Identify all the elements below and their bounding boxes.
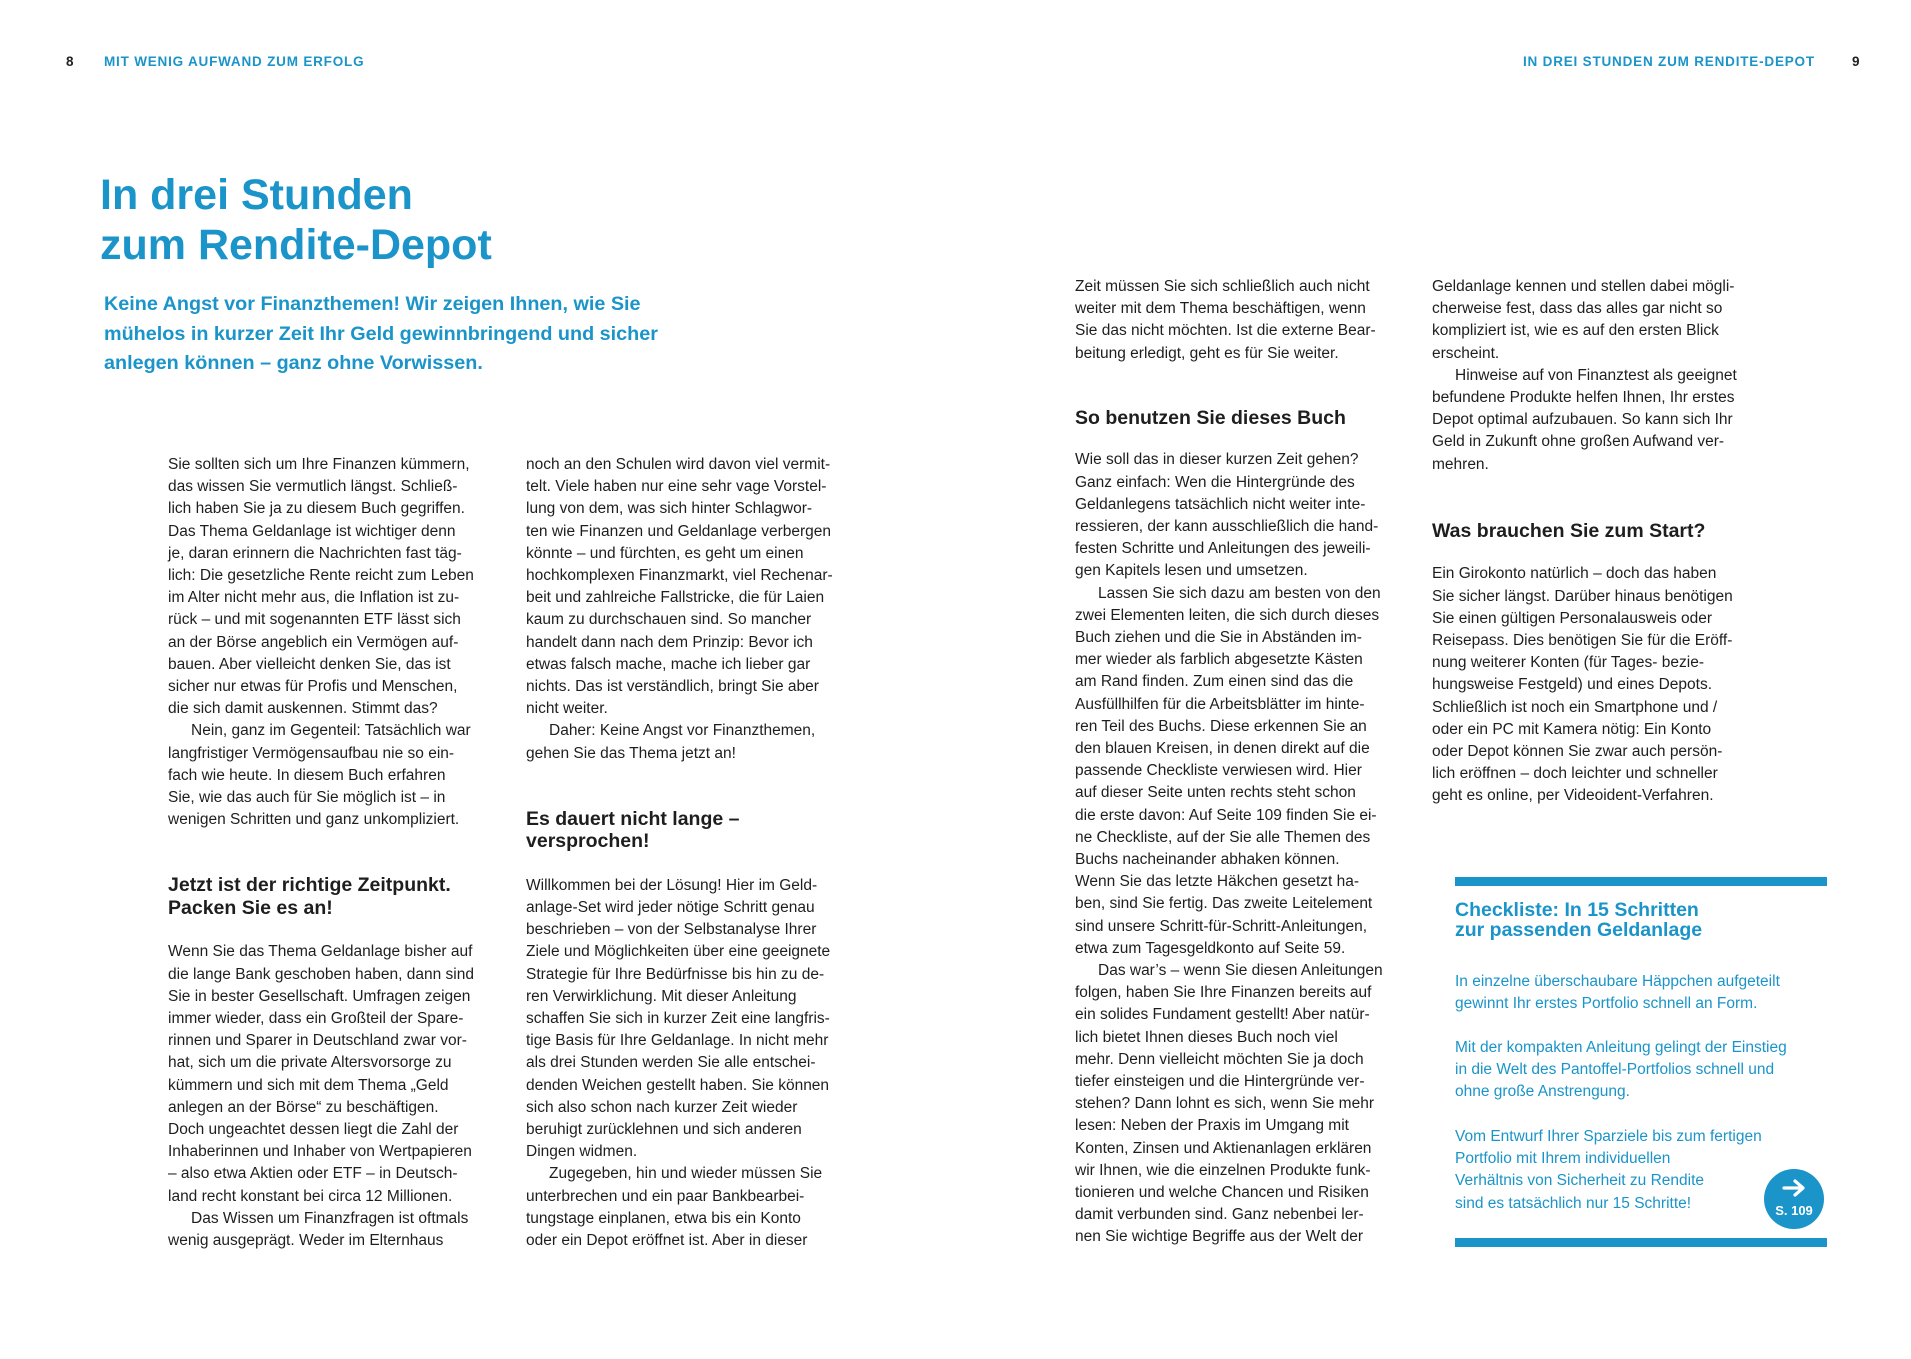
text-line: kompliziert ist, wie es auf den ersten Blick: [1432, 322, 1719, 340]
text-line: das wissen Sie vermutlich längst. Schließ-: [168, 478, 458, 496]
text-line: ne Checkliste, auf der Sie alle Themen des: [1075, 828, 1371, 846]
text-line: erscheint.: [1432, 344, 1500, 362]
text-line: fach wie heute. In diesem Buch erfahren: [168, 766, 446, 784]
text-line: Buchs nacheinander abhaken können.: [1075, 850, 1340, 868]
text-line: So benutzen Sie dieses Buch: [1075, 406, 1346, 429]
text-line: tige Basis für Ihre Geldanlage. In nicht mehr: [526, 1032, 829, 1050]
page-reference-label: S. 109: [1775, 1203, 1813, 1218]
text-line: Lassen Sie sich dazu am besten von den: [1098, 584, 1381, 602]
text-line: folgen, haben Sie Ihre Finanzen bereits auf: [1075, 984, 1372, 1002]
text-line: Das war’s – wenn Sie diesen Anleitungen: [1098, 961, 1383, 979]
text-line: Jetzt ist der richtige Zeitpunkt.: [168, 874, 451, 897]
section-heading: [526, 808, 862, 853]
text-line: nicht weiter.: [526, 700, 608, 718]
page-number-left: 8: [66, 54, 75, 69]
chapter-title: [100, 170, 492, 270]
section-heading: [1432, 520, 1768, 543]
text-line: wenig ausgeprägt. Weder im Elternhaus: [168, 1232, 444, 1250]
text-line: Depot optimal aufzubauen. So kann sich Ihr: [1432, 411, 1733, 429]
text-line: sind unsere Schritt-für-Schritt-Anleitungen,: [1075, 917, 1368, 935]
text-line: am Rand finden. Zum einen sind das die: [1075, 673, 1354, 691]
text-line: weiter mit dem Thema beschäftigen, wenn: [1075, 300, 1366, 318]
text-line: etwa zum Tagesgeldkonto auf Seite 59.: [1075, 939, 1346, 957]
text-line: Sie in bester Gesellschaft. Umfragen zeigen: [168, 987, 471, 1005]
text-line: lich bietet Ihnen dieses Buch noch viel: [1075, 1028, 1338, 1046]
text-line: oder Depot können Sie zwar auch persön-: [1432, 742, 1723, 760]
text-line: Das Thema Geldanlage ist wichtiger denn: [168, 522, 456, 540]
chapter-intro: [104, 290, 724, 379]
text-line: Geldanlegens tatsächlich nicht weiter inte-: [1075, 495, 1366, 513]
text-line: langfristiger Vermögensaufbau nie so ein-: [168, 744, 455, 762]
text-line: schaffen Sie sich in kurzer Zeit eine langfris-: [526, 1010, 830, 1028]
text-line: Es dauert nicht lange –: [526, 807, 740, 830]
text-line: ren Verwirklichung. Mit dieser Anleitung: [526, 987, 797, 1005]
paragraph: [168, 1208, 504, 1252]
section-heading: [168, 874, 504, 919]
text-line: sicher nur etwas für Profis und Menschen,: [168, 678, 458, 696]
paragraph: [1075, 449, 1411, 582]
text-line: oder ein PC mit Kamera nötig: Ein Konto: [1432, 720, 1712, 738]
text-line: beitung erledigt, geht es für Sie weiter.: [1075, 344, 1339, 362]
text-line: Ausfüllhilfen für die Arbeitsblätter im hinte-: [1075, 695, 1365, 713]
text-line: kümmern und sich mit dem Thema „Geld: [168, 1076, 449, 1094]
chapter-title-line: In drei Stunden: [100, 171, 413, 219]
text-line: die erste davon: Auf Seite 109 finden Sie ei-: [1075, 806, 1377, 824]
text-line: hat, sich um die private Altersvorsorge zu: [168, 1054, 452, 1072]
text-line: sind es tatsächlich nur 15 Schritte!: [1455, 1194, 1692, 1212]
text-line: denden Weichen gestellt haben. Sie können: [526, 1076, 830, 1094]
text-line: Ziele und Möglichkeiten über eine geeignete: [526, 943, 831, 961]
text-line: die sich damit auskennen. Stimmt das?: [168, 700, 438, 718]
text-line: oder ein Depot eröffnet ist. Aber in dieser: [526, 1232, 808, 1250]
paragraph: [1075, 583, 1411, 960]
checklist-title: [1455, 900, 1702, 940]
text-line: gehen Sie das Thema jetzt an!: [526, 744, 736, 762]
text-line: hochkomplexen Finanzmarkt, viel Rechenar-: [526, 567, 833, 585]
text-line: Strategie für Ihre Bedürfnisse bis hin zu de-: [526, 965, 825, 983]
text-line: den blauen Kreisen, in denen direkt auf die: [1075, 739, 1370, 757]
text-line: Sie sollten sich um Ihre Finanzen kümmern,: [168, 456, 470, 473]
paragraph: [168, 720, 504, 831]
text-line: zwei Elementen leiten, die sich durch dieses: [1075, 606, 1380, 624]
text-line: gewinnt Ihr erstes Portfolio schnell an Form.: [1455, 995, 1758, 1013]
text-line: noch an den Schulen wird davon viel vermit-: [526, 456, 831, 473]
text-line: Wenn Sie das letzte Häkchen gesetzt ha-: [1075, 873, 1360, 891]
text-line: Willkommen bei der Lösung! Hier im Geld-: [526, 876, 818, 894]
text-line: mühelos in kurzer Zeit Ihr Geld gewinnbringend und sicher: [104, 322, 658, 345]
text-column-3: [1075, 276, 1411, 1249]
text-line: Portfolio mit Ihrem individuellen: [1455, 1150, 1671, 1168]
text-line: ein solides Fundament gestellt! Aber natür-: [1075, 1006, 1370, 1024]
text-line: wir Ihnen, wie die einzelnen Produkte funk-: [1075, 1161, 1371, 1179]
text-line: als drei Stunden werden Sie alle entschei-: [526, 1054, 816, 1072]
text-line: mer wieder als farblich abgesetzte Kästen: [1075, 651, 1363, 669]
text-line: auf dieser Seite unten rechts steht schon: [1075, 784, 1356, 802]
text-line: Doch ungeachtet dessen liegt die Zahl der: [168, 1121, 459, 1139]
text-line: Das Wissen um Finanzfragen ist oftmals: [191, 1209, 469, 1227]
text-line: wenigen Schritten und ganz unkompliziert.: [168, 811, 460, 829]
running-head-left: MIT WENIG AUFWAND ZUM ERFOLG: [104, 54, 365, 69]
checklist-box: [1455, 877, 1827, 1247]
text-line: Inhaberinnen und Inhaber von Wertpapieren: [168, 1143, 472, 1161]
text-line: Konten, Zinsen und Aktienanlagen erklären: [1075, 1139, 1372, 1157]
text-line: ten wie Finanzen und Geldanlage verbergen: [526, 522, 832, 540]
text-line: Buch ziehen und die Sie in Abständen im-: [1075, 628, 1362, 646]
text-line: Wie soll das in dieser kurzen Zeit gehen?: [1075, 451, 1359, 469]
paragraph: [1075, 276, 1411, 365]
text-line: anlegen können – ganz ohne Vorwissen.: [104, 352, 483, 374]
text-column-1: [168, 454, 504, 1252]
text-line: versprochen!: [526, 830, 650, 853]
paragraph: [1432, 276, 1768, 365]
checklist-paragraph: [1455, 1037, 1827, 1104]
text-line: bauen. Aber vielleicht denken Sie, das ist: [168, 655, 451, 673]
text-line: Was brauchen Sie zum Start?: [1432, 519, 1706, 542]
text-line: Sie einen gültigen Personalausweis oder: [1432, 609, 1713, 627]
chapter-title-line: zum Rendite-Depot: [100, 221, 492, 269]
text-line: Dingen widmen.: [526, 1143, 638, 1161]
text-line: Sie das nicht möchten. Ist die externe Bear-: [1075, 322, 1376, 340]
text-line: festen Schritte und Anleitungen des jeweili-: [1075, 540, 1371, 558]
text-line: tiefer einsteigen und die Hintergründe ver-: [1075, 1073, 1365, 1090]
text-line: stehen? Dann lohnt es sich, wenn Sie mehr: [1075, 1095, 1374, 1113]
text-line: nichts. Das ist verständlich, bringt Sie aber: [526, 678, 819, 696]
page-reference-badge[interactable]: [1764, 1169, 1824, 1229]
paragraph: [168, 941, 504, 1207]
text-line: Ein Girokonto natürlich – doch das haben: [1432, 565, 1717, 583]
text-line: anlage-Set wird jeder nötige Schritt genau: [526, 899, 815, 917]
checklist-title-line: Checkliste: In 15 Schritten: [1455, 899, 1699, 921]
text-line: telt. Viele haben nur eine sehr vage Vorstel-: [526, 478, 827, 496]
text-line: lich eröffnen – doch leichter und schneller: [1432, 765, 1718, 783]
text-line: damit verbunden sind. Ganz nebenbei ler-: [1075, 1206, 1364, 1224]
text-line: beschrieben – von der Selbstanalyse Ihrer: [526, 921, 817, 939]
text-column-4: [1432, 276, 1768, 808]
text-line: Packen Sie es an!: [168, 896, 333, 919]
text-line: lesen: Neben der Praxis im Umgang mit: [1075, 1117, 1349, 1135]
text-line: gen Kapitels lesen und umsetzen.: [1075, 562, 1308, 580]
text-line: Keine Angst vor Finanzthemen! Wir zeigen Ihnen, wie Sie: [104, 293, 641, 315]
paragraph: [526, 454, 862, 720]
text-line: passende Checkliste verwiesen wird. Hier: [1075, 762, 1362, 780]
text-line: Zugegeben, hin und wieder müssen Sie: [549, 1165, 823, 1183]
text-line: beruhigt zurücklehnen und sich anderen: [526, 1121, 802, 1139]
text-line: cherweise fest, dass das alles gar nicht so: [1432, 300, 1723, 318]
checklist-title-line: zur passenden Geldanlage: [1455, 919, 1703, 941]
text-column-2: [526, 454, 862, 1252]
text-line: Ganz einfach: Wen die Hintergründe des: [1075, 473, 1355, 491]
text-line: Sie, wie das auch für Sie möglich ist – in: [168, 789, 446, 807]
text-line: mehren.: [1432, 455, 1489, 473]
text-line: je, daran erinnern die Nachrichten fast täg-: [168, 544, 462, 562]
text-line: Verhältnis von Sicherheit zu Rendite: [1455, 1172, 1705, 1190]
text-line: land recht konstant bei circa 12 Millionen.: [168, 1187, 453, 1205]
text-line: hungsweise Festgeld) und eines Depots.: [1432, 676, 1713, 694]
text-line: kaum zu durchschauen sind. So mancher: [526, 611, 812, 629]
text-line: tionieren und welche Chancen und Risiken: [1075, 1184, 1369, 1202]
text-line: ren Teil des Buchs. Diese erkennen Sie an: [1075, 717, 1367, 735]
text-line: ben, sind Sie fertig. Das zweite Leitelement: [1075, 895, 1373, 913]
paragraph: [526, 875, 862, 1164]
text-line: in die Welt des Pantoffel-Portfolios schnell und: [1455, 1061, 1775, 1079]
text-line: etwas falsch mache, mache ich lieber gar: [526, 655, 811, 673]
text-line: beit und zahlreiche Fallstricke, die für Laien: [526, 589, 825, 607]
text-line: mehr. Denn vielleicht möchten Sie ja doch: [1075, 1050, 1364, 1068]
text-line: Geld in Zukunft ohne großen Aufwand ver-: [1432, 433, 1725, 451]
text-line: Vom Entwurf Ihrer Sparziele bis zum fertigen: [1455, 1128, 1762, 1145]
text-line: lich haben Sie ja zu diesem Buch gegriffen.: [168, 500, 465, 518]
text-line: unterbrechen und ein paar Bankbearbei-: [526, 1187, 805, 1205]
text-line: befundene Produkte helfen Ihnen, Ihr erstes: [1432, 389, 1735, 407]
text-line: rinnen und Sparer in Deutschland zwar vor-: [168, 1032, 467, 1050]
paragraph: [1075, 960, 1411, 1249]
running-head-right: IN DREI STUNDEN ZUM RENDITE-DEPOT: [1523, 54, 1815, 69]
text-line: ohne große Anstrengung.: [1455, 1083, 1630, 1101]
text-line: Wenn Sie das Thema Geldanlage bisher auf: [168, 943, 473, 961]
text-line: Reisepass. Dies benötigen Sie für die Eröff-: [1432, 631, 1733, 649]
text-line: lung von dem, was sich hinter Schlagwor-: [526, 500, 813, 518]
checklist-paragraph: [1455, 971, 1827, 1015]
text-line: ressieren, der kann ausschließlich die hand-: [1075, 517, 1379, 535]
text-line: handelt dann nach dem Prinzip: Bevor ich: [526, 633, 813, 651]
arrow-right-icon: [1782, 1179, 1806, 1197]
paragraph: [168, 454, 504, 720]
section-heading: [1075, 407, 1411, 430]
text-line: anlegen an der Börse“ zu beschäftigen.: [168, 1098, 439, 1116]
paragraph: [1432, 365, 1768, 476]
text-line: im Alter nicht mehr aus, die Inflation ist zu-: [168, 589, 460, 607]
text-line: – also etwa Aktien oder ETF – in Deutsch-: [168, 1165, 458, 1183]
text-line: tungstage einplanen, etwa bis ein Konto: [526, 1209, 801, 1227]
text-line: immer wieder, dass ein Großteil der Spare-: [168, 1010, 464, 1028]
text-line: Nein, ganz im Gegenteil: Tatsächlich war: [191, 722, 471, 740]
text-line: Daher: Keine Angst vor Finanzthemen,: [549, 722, 816, 740]
text-line: Mit der kompakten Anleitung gelingt der Einstieg: [1455, 1039, 1787, 1056]
text-line: lich: Die gesetzliche Rente reicht zum Leben: [168, 567, 474, 585]
text-line: rück – und mit sogenannten ETF lässt sich: [168, 611, 461, 629]
text-line: an der Börse angeblich ein Vermögen auf-: [168, 633, 459, 651]
text-line: Hinweise auf von Finanztest als geeignet: [1455, 366, 1737, 384]
text-line: könnte – und fürchten, es geht um einen: [526, 544, 804, 562]
text-line: sich also schon nach kurzer Zeit wieder: [526, 1098, 798, 1116]
text-line: Geldanlage kennen und stellen dabei mögli-: [1432, 278, 1735, 295]
text-line: Zeit müssen Sie sich schließlich auch nicht: [1075, 278, 1370, 295]
paragraph: [526, 1163, 862, 1252]
text-line: Schließlich ist noch ein Smartphone und /: [1432, 698, 1718, 716]
text-line: In einzelne überschaubare Häppchen aufgeteilt: [1455, 973, 1780, 990]
text-line: nen Sie wichtige Begriffe aus der Welt der: [1075, 1228, 1364, 1246]
paragraph: [1432, 563, 1768, 807]
text-line: Sie sicher längst. Darüber hinaus benötigen: [1432, 587, 1733, 605]
paragraph: [526, 720, 862, 764]
text-line: geht es online, per Videoident-Verfahren.: [1432, 787, 1714, 805]
page-number-right: 9: [1852, 54, 1861, 69]
text-line: die lange Bank geschoben haben, dann sind: [168, 965, 474, 983]
text-line: nung weiterer Konten (für Tages- bezie-: [1432, 654, 1704, 672]
